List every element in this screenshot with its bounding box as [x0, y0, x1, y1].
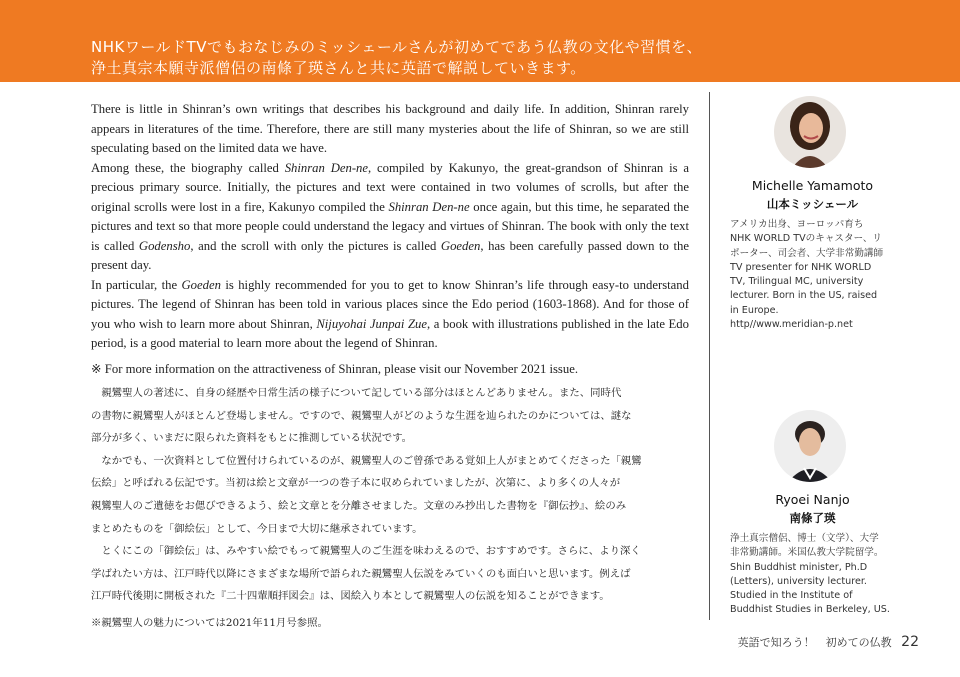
japanese-note: ※親鸞聖人の魅力については2021年11月号参照。: [91, 616, 328, 629]
profile-name-en: Ryoei Nanjo: [775, 492, 850, 507]
bio-line: lecturer. Born in the US, raised: [730, 290, 878, 302]
profile-name-en: Michelle Yamamoto: [751, 178, 874, 193]
english-article: [91, 100, 689, 379]
bio-line: Studied in the Institute of: [730, 590, 853, 602]
banner-line-2: 浄土真宗本願寺派僧侶の南條了瑛さんと共に英語で解説していきます。: [91, 59, 586, 77]
bio-line: Shin Buddhist minister, Ph.D: [730, 561, 868, 573]
bio-line: NHK WORLD TVのキャスター、リ: [730, 233, 883, 245]
japanese-line: とくにこの「御絵伝」は、みやすい絵でもって親鸞聖人のご生涯を味わえるので、おすすめです。さらに、より深く: [101, 545, 641, 558]
bio-line: Buddhist Studies in Berkeley, US.: [730, 604, 890, 616]
page-number: 22: [901, 634, 919, 650]
japanese-line: 江戸時代後期に開板された『二十四輩順拝図会』は、図絵入り本として親鸞聖人の伝説を知ることができます。: [91, 590, 610, 603]
japanese-line: 親鸞聖人の著述に、自身の経歴や日常生活の様子について記している部分はほとんどありません。また、同時代: [101, 387, 622, 399]
japanese-line: 学ばれたい方は、江戸時代以降にさまざまな場所で語られた親鸞聖人伝説をみていくのも面白いと思います。例えば: [91, 567, 631, 580]
japanese-line: 親鸞聖人のご遺徳をお偲びできるよう、絵と文章とを分離させました。文章のみ抄出した書物を『御伝抄』、絵のみ: [91, 499, 627, 512]
profile-bio: [730, 532, 895, 618]
bio-line: in Europe.: [730, 304, 779, 316]
bio-line: TV presenter for NHK WORLD: [730, 261, 872, 273]
english-paragraph-3: In particular, the Goeden is highly recommended for you to get to know Shinran’s life through easy-to understand pictures. The legend of Shinran has been told in various places since the Edo period (1603-1868). And for those of you who wish to learn more about Shinran, Nijuyohai Junpai Zue, a book with illustrations published in the late Edo period, is a good material to learn more about the legend of Shinran.: [91, 277, 689, 350]
avatar-michelle: [774, 96, 846, 168]
footer-label: 英語で知ろう！ 初めての仏教: [737, 636, 892, 649]
avatar-ryoei: [774, 410, 846, 482]
bio-line: 浄土真宗僧侶、博士（文学）、大学: [730, 533, 879, 544]
profile-michelle: [730, 96, 895, 332]
page-footer: [738, 634, 919, 650]
header-banner: [0, 0, 960, 82]
bio-line: アメリカ出身、ヨーロッパ育ち: [730, 219, 864, 230]
bio-line: (Letters), university lecturer.: [730, 575, 867, 587]
bio-line: ポーター、司会者、大学非常勤講師: [730, 247, 884, 259]
japanese-line: なかでも、一次資料として位置付けられているのが、親鸞聖人のご曾孫である覚如上人がまとめてくださった「親鸞: [101, 454, 642, 467]
banner-line-1: NHKワールドTVでもおなじみのミッシェールさんが初めてであう仏教の文化や習慣を、: [91, 38, 703, 56]
profile-bio: [730, 218, 895, 332]
bio-link[interactable]: http//www.meridian-p.net: [730, 319, 853, 331]
profile-ryoei: [730, 410, 895, 618]
japanese-line: 伝絵」と呼ばれる伝記です。当初は絵と文章が一つの巻子本に収められていましたが、次第に、より多くの人々が: [91, 477, 621, 490]
japanese-article: [91, 382, 689, 635]
japanese-line: 部分が多く、いまだに限られた資料をもとに推測している状況です。: [91, 432, 413, 445]
english-note: ※ For more information on the attractiveness of Shinran, please visit our November 2021 issue.: [91, 361, 579, 376]
english-paragraph-1: There is little in Shinran’s own writings that describes his background and daily life. In addition, Shinran rarely appears in literatures of the time. Therefore, there are still many mysteries about the life of Shinran, so we are still speculating based on the limited data we have.: [91, 102, 689, 155]
column-divider: [709, 92, 710, 620]
profile-name-ja: 南條了瑛: [789, 511, 836, 525]
bio-line: TV, Trilingual MC, university: [730, 276, 864, 288]
japanese-line: まとめたものを「御絵伝」として、今日まで大切に継承されています。: [91, 522, 423, 535]
profile-name-ja: 山本ミッシェール: [766, 197, 859, 211]
english-paragraph-2: Among these, the biography called Shinran Den-ne, compiled by Kakunyo, the great-grandson of Shinran is a precious primary source. Initially, the pictures and text were contained in two volumes of scrolls, but after the original scrolls were lost in a fire, Kakunyo compiled the Shinran Den-ne once again, but this time, he separated the pictures and text so that more people could understand the legacy and virtues of Shinran. The book with only the text is called Godensho, and the scroll with only the pictures is called Goeden, has been carefully passed down to the present day.: [91, 160, 689, 272]
japanese-line: の書物に親鸞聖人がほとんど登場しません。ですので、親鸞聖人がどのような生涯を辿られたのかについては、謎な: [91, 409, 632, 422]
bio-line: 非常勤講師。米国仏教大学院留学。: [730, 547, 884, 559]
